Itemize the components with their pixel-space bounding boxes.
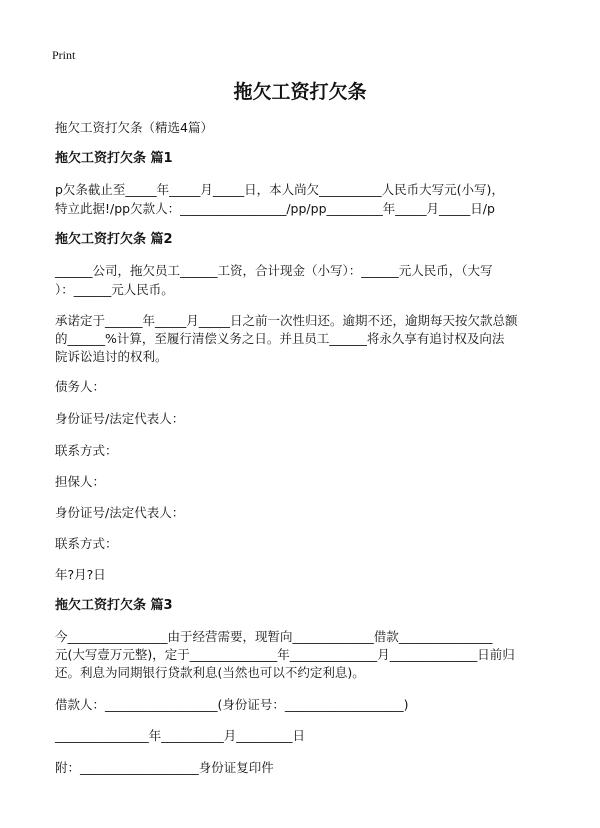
section2-p2-line1: 承诺定于______年_____月_____日之前一次性归还。逾期不还，逾期每天按欠款总额 (55, 313, 518, 328)
document-title: 拖欠工资打欠条 (233, 81, 367, 103)
debtor-id-label: 身份证号/法定代表人： (55, 411, 185, 426)
section2-p1-line1: ______公司，拖欠员工______工资，合计现金（小写）：______元人民币，（大写 (55, 263, 493, 278)
print-label[interactable]: Print (52, 48, 76, 62)
debtor-contact-label: 联系方式： (55, 443, 118, 458)
guarantor-id-label: 身份证号/法定代表人： (55, 505, 185, 520)
guarantor-contact-label: 联系方式： (55, 536, 118, 551)
section2-heading: 拖欠工资打欠条 篇2 (55, 232, 173, 247)
section3-p1-line2: 元(大写壹万元整)，定于______________年______________月______________日前归 (55, 647, 515, 662)
section1-line1: p欠条截止至_____年_____月_____日，本人尚欠__________人民币大写元(小写)， (55, 182, 504, 197)
borrower-line: 借款人：__________________(身份证号：___________________) (55, 697, 409, 712)
attachment-line: 附：___________________身份证复印件 (55, 760, 274, 775)
section1-heading: 拖欠工资打欠条 篇1 (55, 151, 173, 166)
section1-line2: 特立此据!/pp欠款人：_________________/pp/pp_________年_____月_____日/p (55, 201, 495, 216)
document-subtitle: 拖欠工资打欠条（精选4篇） (55, 120, 213, 135)
debtor-label: 债务人： (55, 379, 106, 394)
section3-p1-line3: 还。利息为同期银行贷款利息(当然也可以不约定利息)。 (55, 665, 365, 680)
guarantor-label: 担保人： (55, 474, 106, 489)
section2-p2-line3: 院诉讼追讨的权利。 (55, 349, 168, 364)
section3-p1-line1: 今________________由于经营需要，现暂向_____________借款_______________ (55, 629, 493, 644)
section2-date: 年?月?日 (55, 567, 106, 582)
section2-p2-line2: 的______%计算，至履行清偿义务之日。并且员工______将永久享有追讨权及向法 (55, 331, 505, 346)
section3-date-line: _______________年__________月_________日 (55, 728, 306, 743)
section2-p1-line2: ）：______元人民币。 (55, 282, 174, 297)
section3-heading: 拖欠工资打欠条 篇3 (55, 598, 173, 613)
